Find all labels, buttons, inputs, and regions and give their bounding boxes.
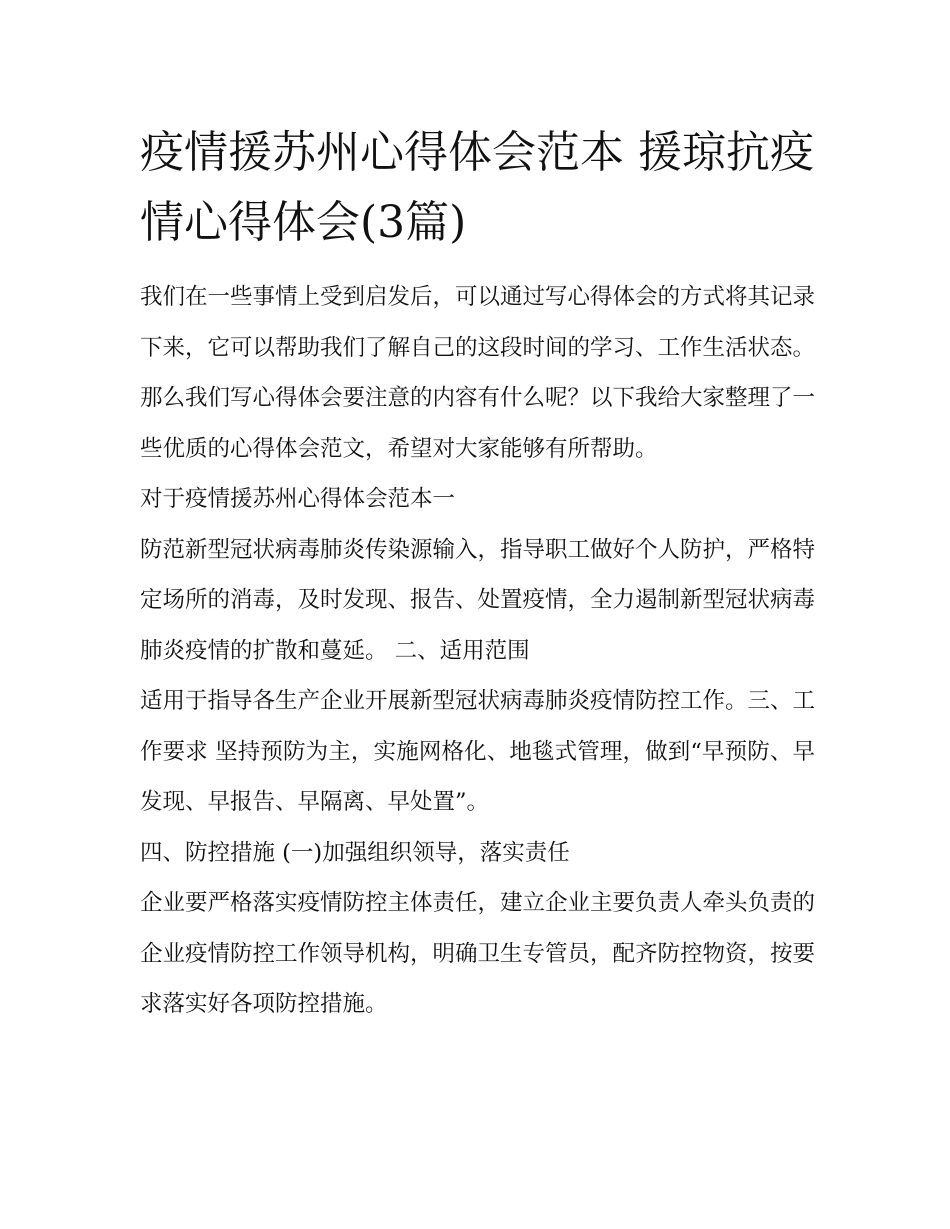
document-body [140, 118, 815, 1030]
intro-paragraph: 我们在一些事情上受到启发后，可以通过写心得体会的方式将其记录下来，它可以帮助我们了解自己的这段时间的学习、工作生活状态。那么我们写心得体会要注意的内容有什么呢？以下我给大家整理了一些优质的心得体会范文，希望对大家能够有所帮助。 [140, 284, 816, 462]
measures-heading: 四、防控措施 (一)加强组织领导，落实责任 [140, 839, 570, 866]
purpose-paragraph: 防范新型冠状病毒肺炎传染源输入，指导职工做好个人防护，严格特定场所的消毒，及时发现、报告、处置疫情，全力遏制新型冠状病毒肺炎疫情的扩散和蔓延。 二、适用范围 [140, 536, 816, 664]
scope-requirements-paragraph: 适用于指导各生产企业开展新型冠状病毒肺炎疫情防控工作。三、工作要求 坚持预防为主，实施网格化、地毯式管理，做到“早预防、早发现、早报告、早隔离、早处置”。 [140, 688, 816, 815]
document-title: 疫情援苏州心得体会范本 援琼抗疫情心得体会(3篇) [140, 127, 814, 248]
section-heading-one: 对于疫情援苏州心得体会范本一 [140, 486, 456, 512]
measures-paragraph: 企业要严格落实疫情防控主体责任，建立企业主要负责人牵头负责的企业疫情防控工作领导机构，明确卫生专管员，配齐防控物资，按要求落实好各项防控措施。 [140, 890, 816, 1017]
